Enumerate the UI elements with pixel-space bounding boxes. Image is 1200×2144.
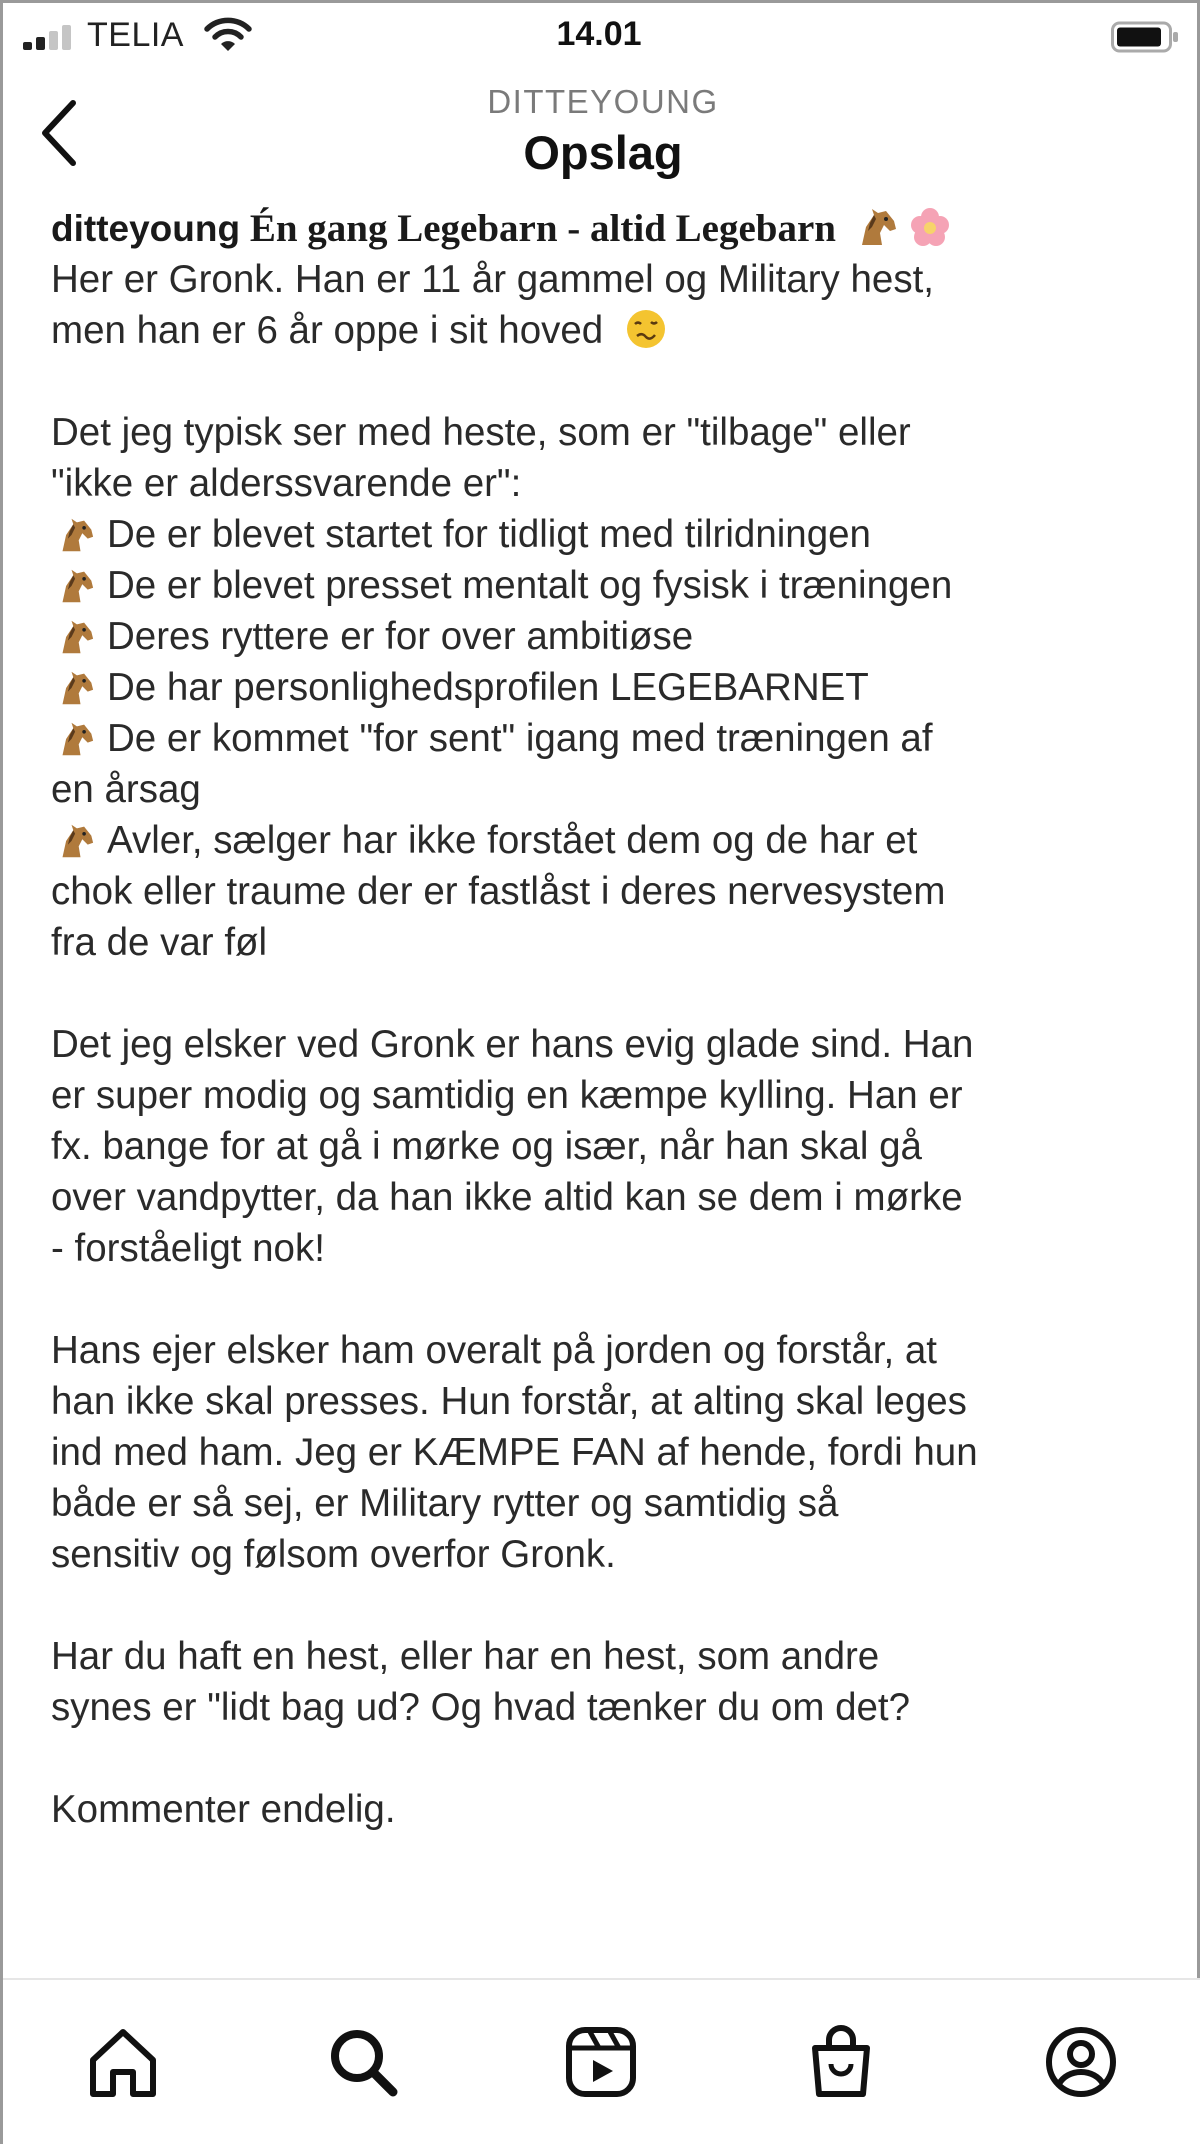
- shop-icon[interactable]: [801, 2022, 881, 2102]
- caption-line: men han er 6 år oppe i sit hoved: [51, 305, 1161, 356]
- horse-icon: [57, 568, 95, 604]
- caption-spacer: [51, 1274, 1161, 1325]
- bullet-item: De er blevet presset mentalt og fysisk i træningen: [51, 560, 1161, 611]
- woozy-face-icon: [624, 307, 668, 349]
- clock-time: 14.01: [556, 15, 642, 53]
- caption-spacer: [51, 968, 1161, 1019]
- caption-line: Det jeg elsker ved Gronk er hans evig glade sind. Han: [51, 1023, 974, 1066]
- caption-line: Kommenter endelig.: [51, 1788, 396, 1831]
- caption-line: fx. bange for at gå i mørke og især, når han skal gå: [51, 1125, 922, 1168]
- caption-line: synes er "lidt bag ud? Og hvad tænker du om det?: [51, 1686, 911, 1729]
- horse-icon: [57, 721, 95, 757]
- bullet-continuation: en årsag: [51, 768, 201, 811]
- caption-line: både er så sej, er Military rytter og samtidig så: [51, 1482, 839, 1525]
- horse-icon: [856, 207, 898, 247]
- post-header: [3, 73, 1200, 198]
- flower-icon: [909, 207, 951, 247]
- caption-line: er super modig og samtidig en kæmpe kylling. Han er: [51, 1074, 963, 1117]
- caption-line: "ikke er alderssvarende er":: [51, 462, 522, 505]
- profile-icon[interactable]: [1041, 2022, 1121, 2102]
- caption-line: Hans ejer elsker ham overalt på jorden og forstår, at: [51, 1329, 937, 1372]
- post-caption: [51, 203, 1161, 1835]
- caption-spacer: [51, 1733, 1161, 1784]
- caption-line: Her er Gronk. Han er 11 år gammel og Military hest,: [51, 258, 934, 301]
- caption-spacer: [51, 1580, 1161, 1631]
- bullet-item: Avler, sælger har ikke forstået dem og de har et: [51, 815, 1161, 866]
- horse-icon: [57, 619, 95, 655]
- caption-line: - forståeligt nok!: [51, 1227, 325, 1270]
- battery-icon: [1111, 21, 1181, 53]
- bullet-continuation: chok eller traume der er fastlåst i deres nervesystem: [51, 870, 946, 913]
- home-icon[interactable]: [83, 2022, 163, 2102]
- caption-line: Har du haft en hest, eller har en hest, som andre: [51, 1635, 880, 1678]
- bullet-item: Deres ryttere er for over ambitiøse: [51, 611, 1161, 662]
- caption-spacer: [51, 356, 1161, 407]
- header-username[interactable]: DITTEYOUNG: [487, 83, 719, 120]
- caption-headline: [51, 203, 1161, 254]
- caption-headline-text: Én gang Legebarn - altid Legebarn: [249, 207, 836, 250]
- bottom-tab-bar: [3, 1978, 1200, 2144]
- caption-line: sensitiv og følsom overfor Gronk.: [51, 1533, 616, 1576]
- carrier-name: TELIA: [87, 16, 184, 54]
- status-bar: [3, 3, 1200, 73]
- horse-icon: [57, 823, 95, 859]
- caption-line: Det jeg typisk ser med heste, som er "tilbage" eller: [51, 411, 911, 454]
- caption-line: ind med ham. Jeg er KÆMPE FAN af hende, fordi hun: [51, 1431, 978, 1474]
- bullet-item: De er blevet startet for tidligt med tilridningen: [51, 509, 1161, 560]
- page-title: Opslag: [523, 126, 683, 179]
- horse-icon: [57, 670, 95, 706]
- horse-icon: [57, 517, 95, 553]
- search-icon[interactable]: [323, 2022, 403, 2102]
- bullet-item: De er kommet "for sent" igang med træningen af: [51, 713, 1161, 764]
- caption-line: over vandpytter, da han ikke altid kan se dem i mørke: [51, 1176, 963, 1219]
- reels-icon[interactable]: [561, 2022, 641, 2102]
- bullet-continuation: fra de var føl: [51, 921, 268, 964]
- caption-line: han ikke skal presses. Hun forstår, at alting skal leges: [51, 1380, 967, 1423]
- bullet-item: De har personlighedsprofilen LEGEBARNET: [51, 662, 1161, 713]
- caption-author[interactable]: ditteyoung: [51, 208, 241, 249]
